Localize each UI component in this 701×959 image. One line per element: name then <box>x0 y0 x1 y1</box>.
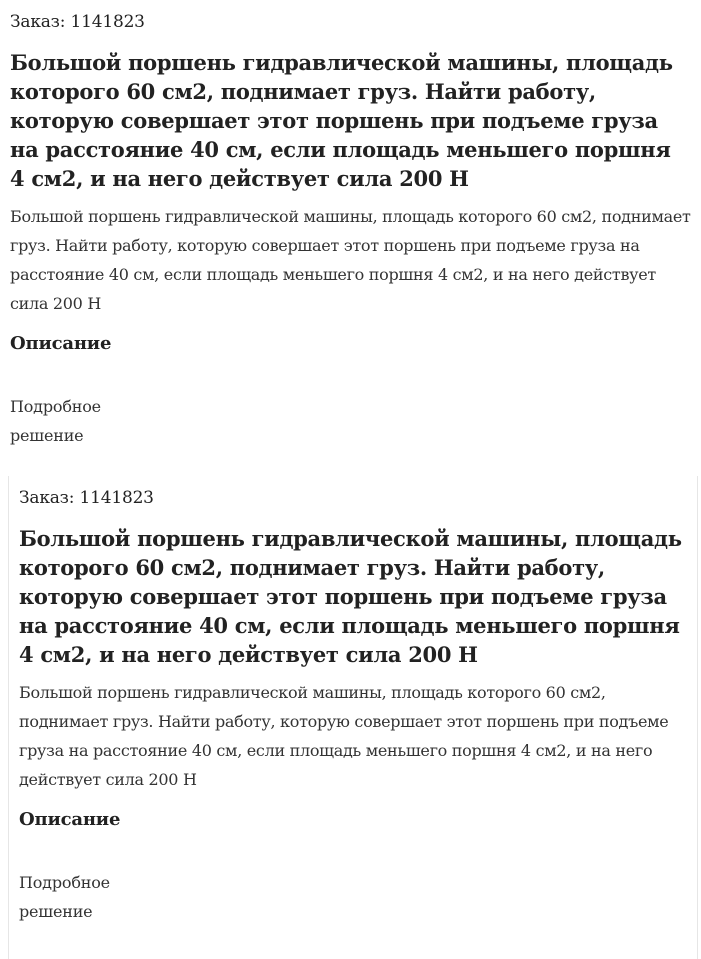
problem-title: Большой поршень гидравлической машины, площадь которого 60 см2, поднимает груз. Найти работу, которую совершает этот поршень при подъеме груза на расстояние 40 см, если площадь меньшего поршня 4 см2, и на него действует сила 200 Н <box>10 50 673 191</box>
order-number: Заказ: 1141823 <box>10 12 145 32</box>
problem-title: Большой поршень гидравлической машины, площадь которого 60 см2, поднимает груз. Найти работу, которую совершает этот поршень при подъеме груза на расстояние 40 см, если площадь меньшего поршня 4 см2, и на него действует сила 200 Н <box>19 526 682 667</box>
detailed-solution-link[interactable]: Подробное решение <box>19 873 110 921</box>
order-number: Заказ: 1141823 <box>19 488 154 508</box>
detailed-solution-link[interactable]: Подробное решение <box>10 397 101 445</box>
order-card-2 <box>8 476 698 959</box>
order-card-1 <box>0 0 701 470</box>
problem-text: Большой поршень гидравлической машины, площадь которого 60 см2, поднимает груз. Найти работу, которую совершает этот поршень при подъеме груза на расстояние 40 см, если площадь меньшего поршня 4 см2, и на него действует сила 200 Н <box>19 683 669 789</box>
problem-text: Большой поршень гидравлической машины, площадь которого 60 см2, поднимает груз. Найти работу, которую совершает этот поршень при подъеме груза на расстояние 40 см, если площадь меньшего поршня 4 см2, и на него действует сила 200 Н <box>10 207 691 313</box>
description-heading: Описание <box>19 809 121 830</box>
description-heading: Описание <box>10 333 112 354</box>
